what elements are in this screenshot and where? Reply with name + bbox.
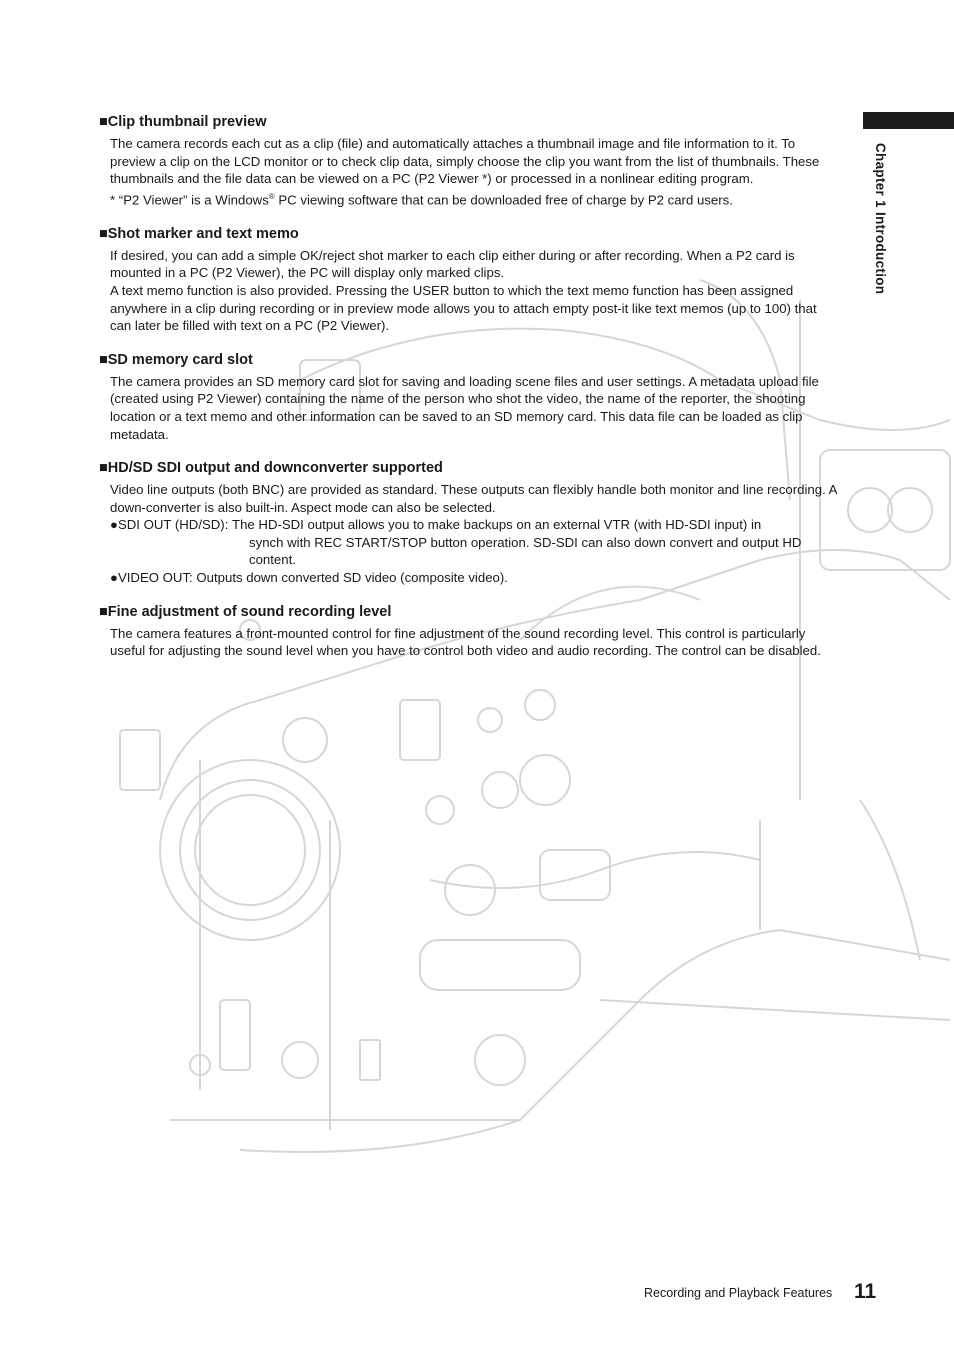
square-bullet-icon: ■: [99, 114, 108, 130]
section-sd-memory-card-slot: [99, 351, 841, 443]
square-bullet-icon: ■: [99, 351, 108, 368]
section-body: [110, 373, 841, 443]
section-clip-thumbnail-preview: [99, 113, 841, 209]
section-title: Clip thumbnail preview: [107, 114, 267, 130]
paragraph: Video line outputs (both BNC) are provided as standard. These outputs can flexibly handle both monitor and line recording. A down-converter is also built-in. Aspect mode can also be selected.: [110, 482, 837, 515]
section-heading: [99, 113, 841, 131]
square-bullet-icon: ■: [99, 460, 108, 477]
paragraph: A text memo function is also provided. Pressing the USER button to which the text memo function has been assigned anywhere in a clip during recording or in preview mode allows you to attach empty post-it like text memos (up to 100) that can later be filled with text on a PC (P2 Viewer).: [110, 282, 817, 334]
paragraph: The camera provides an SD memory card slot for saving and loading scene files and user settings. A metadata upload file (created using P2 Viewer) containing the name of the person who shot the video, the name of the reporter, the shooting location or a text memo and other information can be saved to an SD memory card. This data file can be loaded as clip metadata.: [110, 373, 819, 442]
bullet-text: The HD-SDI output allows you to make backups on an external VTR (with HD-SDI input) in: [232, 517, 762, 533]
page-number: 11: [854, 1280, 877, 1303]
section-title: Fine adjustment of sound recording level: [107, 603, 392, 620]
section-hd-sd-sdi-output: [99, 459, 841, 587]
section-body: [110, 135, 841, 209]
square-bullet-icon: ■: [99, 603, 108, 620]
section-body: [110, 625, 841, 660]
section-shot-marker-text-memo: [99, 225, 841, 335]
square-bullet-icon: ■: [99, 225, 108, 242]
section-fine-adjustment-sound: [99, 603, 841, 660]
bullet-label: ●VIDEO OUT:: [110, 570, 193, 586]
paragraph: The camera features a front-mounted control for fine adjustment of the sound recording level. This control is particularly useful for adjusting the sound level when you have to control both video and audio recording. The control can be disabled.: [110, 625, 821, 659]
footer-section-title: Recording and Playback Features: [644, 1286, 833, 1300]
section-heading: [99, 351, 841, 369]
section-title: Shot marker and text memo: [107, 225, 299, 242]
footnote: * “P2 Viewer” is a Windows® PC viewing software that can be downloaded free of charge by P2 card users.: [110, 191, 733, 208]
bullet-text: Outputs down converted SD video (composite video).: [196, 570, 508, 586]
section-heading: [99, 459, 841, 477]
bullet-label: ●SDI OUT (HD/SD):: [110, 517, 229, 533]
section-body: [110, 481, 841, 587]
paragraph: If desired, you can add a simple OK/reject shot marker to each clip either during or after recording. When a P2 card is mounted in a PC (P2 Viewer), the PC will display only marked clips.: [110, 247, 795, 281]
section-title: SD memory card slot: [107, 351, 253, 368]
section-title: HD/SD SDI output and downconverter supported: [107, 460, 443, 477]
page-content: [99, 113, 841, 676]
section-heading: [99, 603, 841, 621]
section-body: [110, 247, 841, 335]
registered-mark: ®: [268, 191, 275, 201]
bullet-text-continued: synch with REC START/STOP button operation. SD-SDI can also down convert and output HD content.: [249, 534, 802, 568]
bullet-item-sdi-out: [110, 516, 841, 569]
paragraph: The camera records each cut as a clip (file) and automatically attaches a thumbnail image and file information to it. To preview a clip on the LCD monitor or to check clip data, simply choose the clip you want from the list of thumbnails. These thumbnails and the file data can be viewed on a PC (P2 Viewer *) or processed in a nonlinear editing program.: [110, 136, 820, 187]
chapter-label: Chapter 1 Introduction: [873, 143, 888, 295]
bullet-item-video-out: [110, 569, 841, 587]
chapter-tab-bar: [863, 112, 954, 129]
section-heading: [99, 225, 841, 243]
